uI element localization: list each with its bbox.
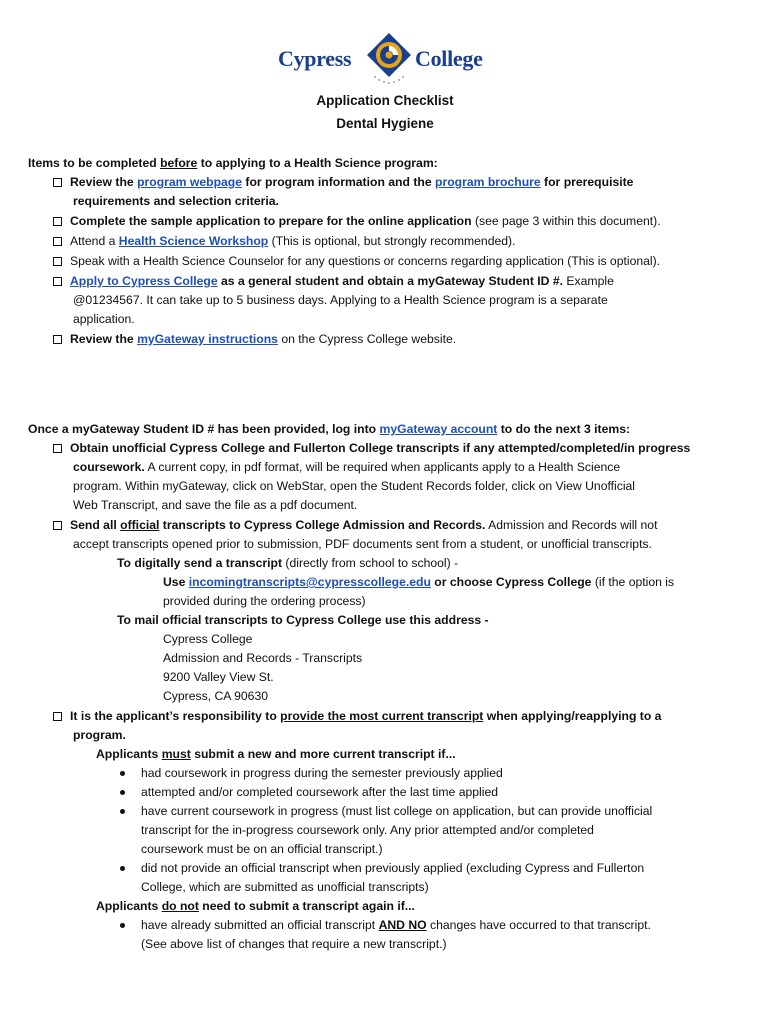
checklist-item-text: accept transcripts opened prior to submission, PDF documents sent from a student, or unofficial transcripts. [73,537,652,551]
checklist-item-text: Web Transcript, and save the file as a pdf document. [73,498,358,512]
checklist-item-unofficial-transcripts: Obtain unofficial Cypress College and Fullerton College transcripts if any attempted/completed/in progress [53,439,690,458]
bullet-icon [120,923,125,928]
checklist-item-text: requirements and selection criteria. [73,194,279,208]
list-item: had coursework in progress during the semester previously applied [141,766,503,780]
program-webpage-link[interactable]: program webpage [137,175,243,189]
apply-to-cypress-link[interactable]: Apply to Cypress College [70,274,218,288]
address-line: Cypress, CA 90630 [163,689,269,703]
address-line: Admission and Records - Transcripts [163,651,363,665]
checklist-item-review-program: Review the program webpage for program information and the program brochure for prerequisite [53,173,633,192]
mygateway-instructions-link[interactable]: myGateway instructions [137,332,278,346]
checklist-item-mygateway-instructions: Review the myGateway instructions on the Cypress College website. [53,330,456,349]
list-item: College, which are submitted as unofficial transcripts) [141,880,429,894]
list-item: coursework must be on an official transcript.) [141,842,383,856]
checkbox[interactable] [53,277,62,286]
list-item: did not provide an official transcript when previously applied (excluding Cypress and Fullerton [141,861,645,875]
do-not-submit-heading: Applicants do not need to submit a transcript again if... [96,899,415,913]
page-subtitle: Dental Hygiene [336,116,434,131]
checklist-item-workshop: Attend a Health Science Workshop (This is optional, but strongly recommended). [53,232,516,251]
checklist-item-counselor: Speak with a Health Science Counselor for any questions or concerns regarding application (This is optional). [53,252,660,271]
list-item: have current coursework in progress (must list college on application, but can provide unofficial [141,804,653,818]
checklist-item-text: application. [73,312,135,326]
checklist-item-sample-application: Complete the sample application to prepare for the online application (see page 3 within this document). [53,212,661,231]
checklist-item-send-official: Send all official transcripts to Cypress College Admission and Records. Admission and Records will not [53,516,657,535]
list-item: (See above list of changes that require a new transcript.) [141,937,447,951]
section2-intro: Once a myGateway Student ID # has been provided, log into myGateway account to do the next 3 items: [28,422,631,436]
college-emblem-icon [364,30,414,86]
checkbox[interactable] [53,257,62,266]
checkbox[interactable] [53,521,62,530]
checklist-item-current-transcript: It is the applicant’s responsibility to provide the most current transcript when applying/reapplying to a [53,707,661,726]
cypress-college-logo [278,30,494,86]
health-science-workshop-link[interactable]: Health Science Workshop [118,234,269,248]
section1-intro: Items to be completed before to applying to a Health Science program: [28,156,438,170]
list-item: attempted and/or completed coursework after the last time applied [141,785,499,799]
digital-transcript-email-line: Use incomingtranscripts@cypresscollege.edu or choose Cypress College (if the option is [163,575,675,589]
bullet-icon [120,771,125,776]
incoming-transcripts-email-link[interactable]: incomingtranscripts@cypresscollege.edu [188,575,431,589]
list-item: have already submitted an official transcript AND NO changes have occurred to that transcript. [141,918,651,932]
checkbox[interactable] [53,237,62,246]
logo-word-left: Cypress [278,46,352,71]
list-item: transcript for the in-progress coursework only. Any prior attempted and/or completed [141,823,594,837]
digital-transcript-heading: To digitally send a transcript (directly from school to school) - [117,556,459,570]
mygateway-account-link[interactable]: myGateway account [379,422,498,436]
checklist-item-apply: Apply to Cypress College as a general student and obtain a myGateway Student ID #. Example [53,272,614,291]
mail-transcript-heading: To mail official transcripts to Cypress College use this address - [117,613,489,627]
program-brochure-link[interactable]: program brochure [435,175,541,189]
checkbox[interactable] [53,178,62,187]
address-line: Cypress College [163,632,253,646]
checklist-item-text: @01234567. It can take up to 5 business days. Applying to a Health Science program is a separate [73,293,608,307]
address-line: 9200 Valley View St. [163,670,274,684]
page-title: Application Checklist [316,93,454,108]
checklist-item-text: program. [73,728,126,742]
bullet-icon [120,866,125,871]
bullet-icon [120,809,125,814]
must-submit-heading: Applicants must submit a new and more current transcript if... [96,747,456,761]
bullet-icon [120,790,125,795]
checkbox[interactable] [53,444,62,453]
logo-word-right: College [415,46,483,71]
digital-transcript-note: provided during the ordering process) [163,594,366,608]
checklist-item-text: program. Within myGateway, click on WebStar, open the Student Records folder, click on View Unofficial [73,479,636,493]
checkbox[interactable] [53,217,62,226]
checkbox[interactable] [53,335,62,344]
checkbox[interactable] [53,712,62,721]
checklist-item-text: coursework. A current copy, in pdf format, will be required when applicants apply to a Health Science [73,460,621,474]
